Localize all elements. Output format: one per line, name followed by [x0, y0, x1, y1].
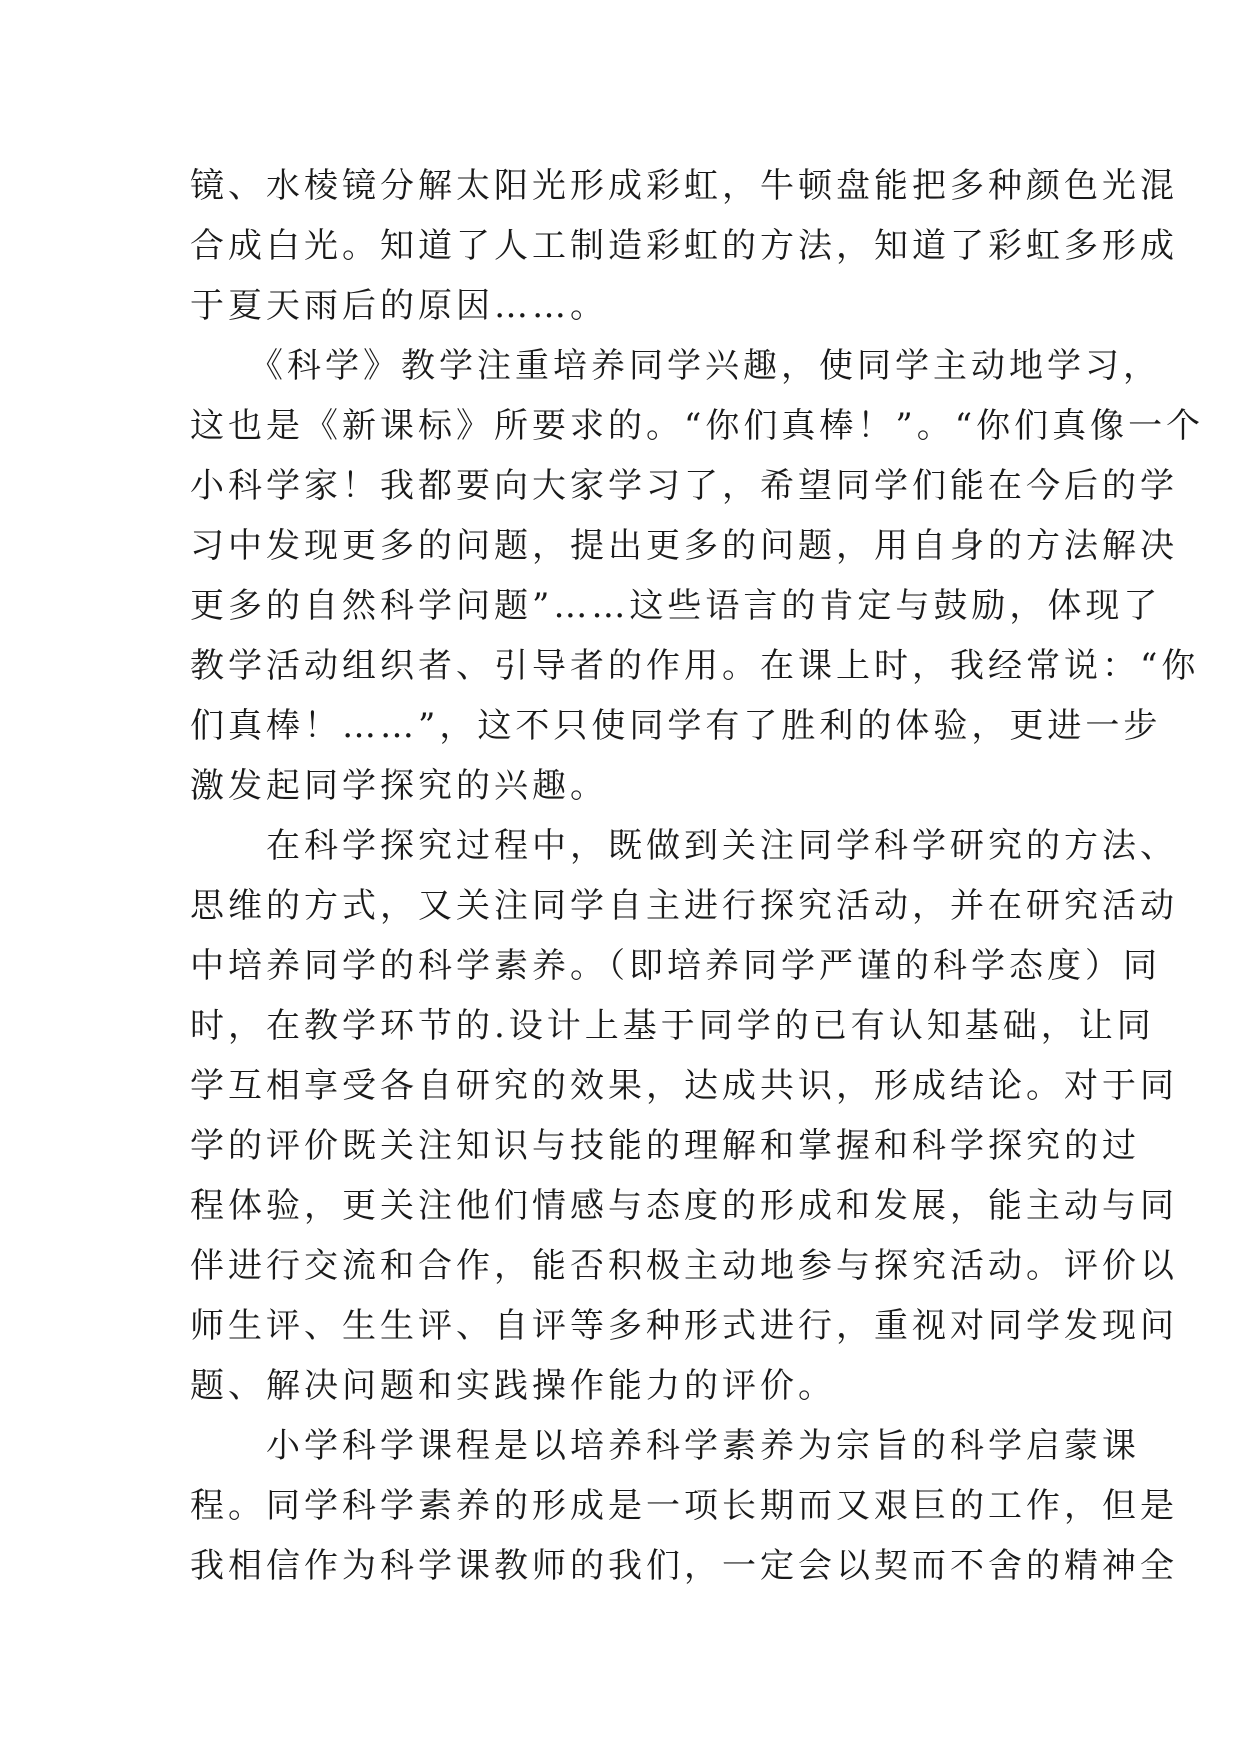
text-line: 时，在教学环节的.设计上基于同学的已有认知基础，让同 [190, 1006, 1155, 1046]
body-text [190, 156, 1205, 1596]
text-line: 题、解决问题和实践操作能力的评价。 [190, 1366, 836, 1406]
text-line: 我相信作为科学课教师的我们，一定会以契而不舍的精神全 [190, 1546, 1178, 1586]
text-line: 思维的方式，又关注同学自主进行探究活动，并在研究活动 [190, 886, 1178, 926]
text-line: 学互相享受各自研究的效果，达成共识，形成结论。对于同 [190, 1066, 1178, 1106]
text-line: 们真棒！……”，这不只使同学有了胜利的体验，更进一步 [190, 706, 1162, 746]
text-line: 更多的自然科学问题”……这些语言的肯定与鼓励，体现了 [190, 586, 1162, 626]
text-line: 小科学家！我都要向大家学习了，希望同学们能在今后的学 [190, 466, 1178, 506]
text-line: 程体验，更关注他们情感与态度的形成和发展，能主动与同 [190, 1186, 1178, 1226]
paragraph-start-line: 在科学探究过程中，既做到关注同学科学研究的方法、 [190, 826, 1178, 866]
text-line: 师生评、生生评、自评等多种形式进行，重视对同学发现问 [190, 1306, 1178, 1346]
text-line: 程。同学科学素养的形成是一项长期而又艰巨的工作，但是 [190, 1486, 1178, 1526]
text-line: 于夏天雨后的原因……。 [190, 286, 608, 326]
text-line: 中培养同学的科学素养。（即培养同学严谨的科学态度）同 [190, 946, 1161, 986]
paragraph-start-line: 小学科学课程是以培养科学素养为宗旨的科学启蒙课 [190, 1426, 1140, 1466]
text-line: 习中发现更多的问题，提出更多的问题，用自身的方法解决 [190, 526, 1178, 566]
text-line: 合成白光。知道了人工制造彩虹的方法，知道了彩虹多形成 [190, 226, 1178, 266]
text-line: 伴进行交流和合作，能否积极主动地参与探究活动。评价以 [190, 1246, 1178, 1286]
text-line: 学的评价既关注知识与技能的理解和掌握和科学探究的过 [190, 1126, 1140, 1166]
text-line: 教学活动组织者、引导者的作用。在课上时，我经常说：“你 [190, 646, 1200, 686]
text-line: 激发起同学探究的兴趣。 [190, 766, 608, 806]
text-line: 镜、水棱镜分解太阳光形成彩虹，牛顿盘能把多种颜色光混 [190, 166, 1178, 206]
text-line: 这也是《新课标》所要求的。“你们真棒！”。“你们真像一个 [190, 406, 1205, 446]
paragraph-start-line: 《科学》教学注重培养同学兴趣，使同学主动地学习， [190, 346, 1161, 386]
